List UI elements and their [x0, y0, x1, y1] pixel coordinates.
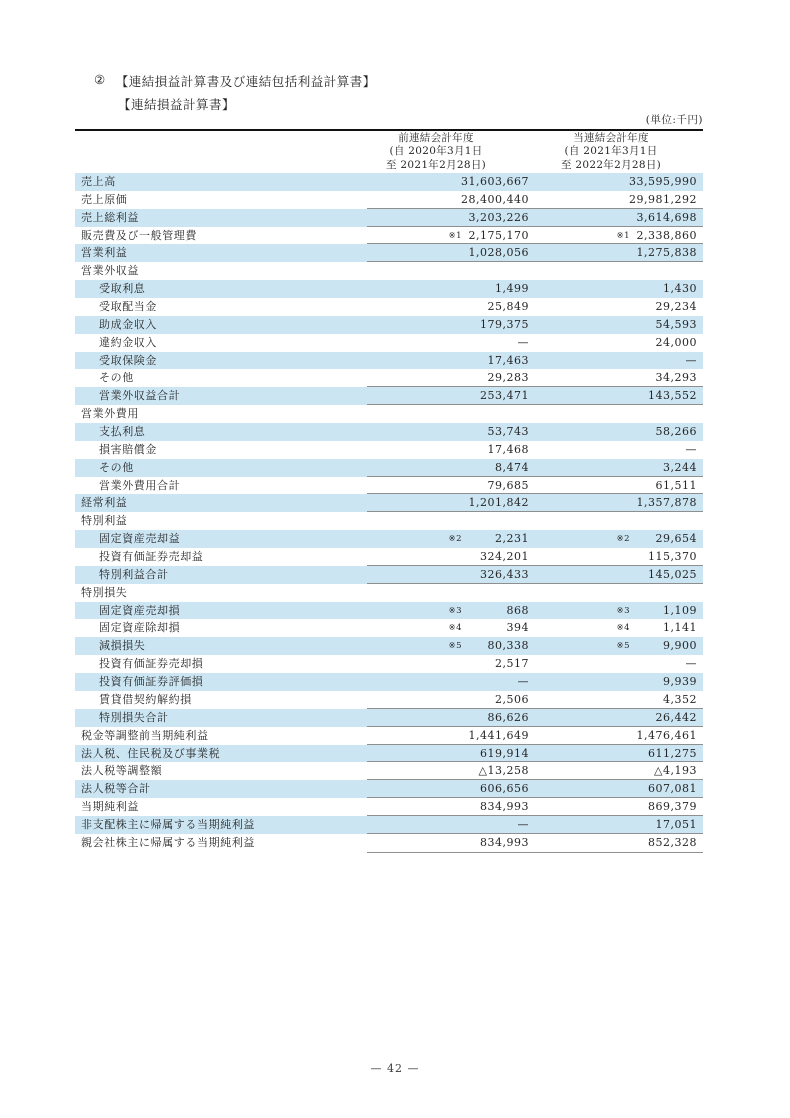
table-row: [75, 298, 703, 316]
table-row: [75, 512, 703, 530]
table-bottom-rule: [367, 852, 703, 853]
table-body: [75, 173, 703, 852]
document-title-line: [94, 72, 376, 90]
value-current-year: 3,244: [663, 460, 697, 474]
value-prior-year: 2,517: [495, 657, 529, 671]
table-row: [75, 709, 703, 727]
subtotal-rule-top: [367, 815, 703, 816]
value-prior-year: —: [517, 675, 529, 689]
table-row: [75, 530, 703, 548]
row-label: 受取利息: [99, 282, 146, 296]
value-prior-year: 17,468: [487, 442, 529, 456]
subtotal-rule-top: [367, 226, 703, 227]
subtotal-rule-top: [367, 583, 703, 584]
value-prior-year: 2,175,170: [468, 228, 529, 242]
table-row: [75, 566, 703, 584]
row-label: 営業外費用合計: [99, 478, 181, 492]
value-prior-year: 324,201: [480, 550, 529, 564]
table-row: [75, 334, 703, 352]
value-current-year: 1,476,461: [636, 728, 697, 742]
value-prior-year: 868: [506, 603, 529, 617]
value-prior-year: 394: [506, 621, 529, 635]
row-label: 営業外費用: [81, 407, 139, 421]
value-current-year: —: [685, 442, 697, 456]
table-row: [75, 262, 703, 280]
table-row: [75, 423, 703, 441]
table-header: [75, 131, 703, 173]
row-label: 売上総利益: [81, 210, 139, 224]
value-current-year: 58,266: [655, 425, 697, 439]
row-label: 助成金収入: [99, 317, 157, 331]
value-current-year: 1,141: [663, 621, 697, 635]
value-current-year: 145,025: [648, 567, 697, 581]
table-row: [75, 584, 703, 602]
value-prior-year: 29,283: [487, 371, 529, 385]
table-row: [75, 227, 703, 245]
value-current-year: 17,051: [655, 817, 697, 831]
row-label: 特別利益: [81, 514, 128, 528]
row-label: 損害賠償金: [99, 442, 157, 456]
value-current-year: —: [685, 657, 697, 671]
value-current-year: 2,338,860: [636, 228, 697, 242]
value-current-year: 1,109: [663, 603, 697, 617]
value-prior-year: 79,685: [487, 478, 529, 492]
value-prior-year: 1,028,056: [468, 246, 529, 260]
subtotal-rule-top: [367, 404, 703, 405]
value-current-year: 3,614,698: [636, 210, 697, 224]
subtotal-rule-top: [367, 386, 703, 387]
table-row: [75, 387, 703, 405]
table-row: [75, 816, 703, 834]
column-header-period-to: 至 2022年2月28日): [560, 158, 662, 171]
row-label: 非支配株主に帰属する当期純利益: [81, 817, 255, 831]
row-label: 固定資産売却益: [99, 532, 181, 546]
row-label: 投資有価証券評価損: [99, 675, 204, 689]
page-title: 【連結損益計算書及び連結包括利益計算書】: [115, 74, 376, 89]
value-prior-year: 25,849: [487, 300, 529, 314]
table-row: [75, 477, 703, 495]
column-header-period-from: (自 2021年3月1日: [564, 145, 658, 158]
subtotal-rule-top: [367, 208, 703, 209]
row-label: 支払利息: [99, 425, 146, 439]
page-number: — 42 —: [370, 1062, 420, 1075]
note-ref-current: ※1: [616, 230, 630, 241]
table-row: [75, 745, 703, 763]
value-current-year: 24,000: [655, 335, 697, 349]
row-label: 固定資産除却損: [99, 621, 181, 635]
table-row: [75, 244, 703, 262]
value-current-year: 607,081: [648, 782, 697, 796]
value-prior-year: 86,626: [487, 710, 529, 724]
value-current-year: 29,654: [655, 532, 697, 546]
row-label: 経常利益: [81, 496, 128, 510]
table-row: [75, 459, 703, 477]
table-row: [75, 352, 703, 370]
value-prior-year: △13,258: [478, 764, 529, 778]
value-prior-year: 619,914: [480, 746, 529, 760]
column-header-period-to: 至 2021年2月28日): [385, 158, 487, 171]
row-label: 当期純利益: [81, 800, 139, 814]
row-label: 特別利益合計: [99, 567, 169, 581]
section-marker: ②: [94, 72, 106, 87]
value-prior-year: —: [517, 817, 529, 831]
subtotal-rule-top: [367, 726, 703, 727]
value-prior-year: 1,499: [495, 282, 529, 296]
table-row: [75, 655, 703, 673]
table-row: [75, 548, 703, 566]
row-label: 営業外収益合計: [99, 389, 181, 403]
note-ref-prior: ※2: [448, 534, 462, 545]
value-prior-year: 253,471: [480, 389, 529, 403]
row-label: 特別損失合計: [99, 710, 169, 724]
income-statement-table: [75, 129, 703, 852]
note-ref-current: ※3: [616, 605, 630, 616]
column-header-current-year: [526, 132, 696, 172]
table-row: [75, 280, 703, 298]
column-header-prior-year: [351, 132, 521, 172]
row-label: 販売費及び一般管理費: [81, 228, 197, 242]
row-label: 固定資産売却損: [99, 603, 181, 617]
value-current-year: 9,939: [663, 675, 697, 689]
table-row: [75, 602, 703, 620]
value-prior-year: 8,474: [495, 460, 529, 474]
subtotal-rule-top: [367, 493, 703, 494]
row-label: 投資有価証券売却益: [99, 550, 204, 564]
value-prior-year: 834,993: [480, 835, 529, 849]
subtotal-rule-top: [367, 779, 703, 780]
table-row: [75, 762, 703, 780]
value-prior-year: 606,656: [480, 782, 529, 796]
value-prior-year: 2,231: [495, 532, 529, 546]
note-ref-current: ※2: [616, 534, 630, 545]
table-row: [75, 834, 703, 852]
subtotal-rule-top: [367, 708, 703, 709]
table-row: [75, 691, 703, 709]
subtotal-rule-top: [367, 476, 703, 477]
table-row: [75, 209, 703, 227]
subtotal-rule-top: [367, 511, 703, 512]
row-label: 売上高: [81, 175, 116, 188]
table-row: [75, 191, 703, 209]
value-current-year: 1,430: [663, 282, 697, 296]
note-ref-current: ※4: [616, 623, 630, 634]
note-ref-prior: ※4: [448, 623, 462, 634]
row-label: 受取配当金: [99, 300, 157, 314]
subtotal-rule-top: [367, 797, 703, 798]
table-row: [75, 619, 703, 637]
value-current-year: 4,352: [663, 692, 697, 706]
note-ref-prior: ※1: [448, 230, 462, 241]
row-label: その他: [99, 460, 134, 474]
value-prior-year: 1,201,842: [468, 496, 529, 510]
subtotal-rule-top: [367, 261, 703, 262]
table-row: [75, 405, 703, 423]
row-label: 賃貸借契約解約損: [99, 692, 192, 706]
note-ref-prior: ※5: [448, 641, 462, 652]
row-label: 営業利益: [81, 246, 128, 260]
value-current-year: 26,442: [655, 710, 697, 724]
subtotal-rule-top: [367, 243, 703, 244]
table-row: [75, 637, 703, 655]
value-current-year: 9,900: [663, 639, 697, 653]
note-ref-prior: ※3: [448, 605, 462, 616]
value-current-year: 869,379: [648, 800, 697, 814]
column-header-title: 前連結会計年度: [398, 132, 474, 144]
value-prior-year: 53,743: [487, 425, 529, 439]
subtotal-rule-top: [367, 833, 703, 834]
table-row: [75, 727, 703, 745]
row-label: 売上原価: [81, 192, 128, 206]
value-prior-year: —: [517, 335, 529, 349]
row-label: 税金等調整前当期純利益: [81, 728, 209, 742]
value-prior-year: 31,603,667: [461, 175, 529, 188]
value-prior-year: 2,506: [495, 692, 529, 706]
table-row: [75, 441, 703, 459]
value-current-year: 33,595,990: [629, 175, 697, 188]
value-current-year: 1,357,878: [636, 496, 697, 510]
value-current-year: 29,234: [655, 300, 697, 314]
value-current-year: 54,593: [655, 317, 697, 331]
table-row: [75, 494, 703, 512]
table-row: [75, 173, 703, 191]
value-current-year: 143,552: [648, 389, 697, 403]
value-prior-year: 1,441,649: [468, 728, 529, 742]
row-label: 特別損失: [81, 585, 128, 599]
subtotal-rule-top: [367, 565, 703, 566]
row-label: 親会社株主に帰属する当期純利益: [81, 835, 255, 849]
row-label: 投資有価証券売却損: [99, 657, 204, 671]
table-row: [75, 369, 703, 387]
value-current-year: △4,193: [654, 764, 697, 778]
page-subtitle: 【連結損益計算書】: [118, 97, 236, 112]
value-prior-year: 326,433: [480, 567, 529, 581]
row-label: 受取保険金: [99, 353, 157, 367]
value-current-year: —: [685, 353, 697, 367]
value-current-year: 29,981,292: [629, 192, 697, 206]
value-prior-year: 80,338: [487, 639, 529, 653]
row-label: 減損損失: [99, 639, 146, 653]
value-current-year: 34,293: [655, 371, 697, 385]
table-row: [75, 780, 703, 798]
row-label: 営業外収益: [81, 264, 139, 278]
row-label: 法人税等合計: [81, 782, 151, 796]
subtotal-rule-top: [367, 761, 703, 762]
table-row: [75, 798, 703, 816]
value-prior-year: 179,375: [480, 317, 529, 331]
column-header-title: 当連結会計年度: [573, 132, 649, 144]
value-prior-year: 3,203,226: [468, 210, 529, 224]
note-ref-current: ※5: [616, 641, 630, 652]
column-header-period-from: (自 2020年3月1日: [389, 145, 483, 158]
value-current-year: 611,275: [648, 746, 697, 760]
row-label: 違約金収入: [99, 335, 157, 349]
table-row: [75, 316, 703, 334]
row-label: その他: [99, 371, 134, 385]
value-current-year: 61,511: [655, 478, 697, 492]
value-current-year: 1,275,838: [636, 246, 697, 260]
value-current-year: 852,328: [648, 835, 697, 849]
value-current-year: 115,370: [648, 550, 697, 564]
value-prior-year: 17,463: [487, 353, 529, 367]
row-label: 法人税、住民税及び事業税: [81, 746, 221, 760]
unit-note: (単位:千円): [645, 114, 703, 126]
table-row: [75, 673, 703, 691]
value-prior-year: 28,400,440: [461, 192, 529, 206]
subtotal-rule-top: [367, 744, 703, 745]
row-label: 法人税等調整額: [81, 764, 163, 778]
value-prior-year: 834,993: [480, 800, 529, 814]
